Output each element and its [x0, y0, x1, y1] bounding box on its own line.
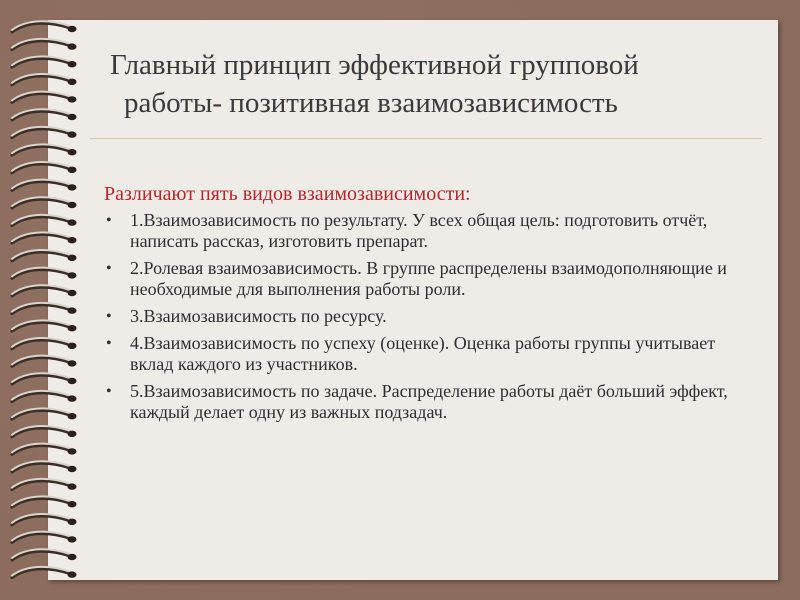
bullet-icon: •	[106, 260, 112, 277]
binding-ring	[12, 162, 77, 173]
binding-ring	[12, 356, 77, 367]
binding-ring	[12, 391, 77, 402]
list-item-text: 4.Взаимозависимость по успеху (оценке). Оценка работы группы учитывает вклад каждого из участников.	[130, 333, 716, 374]
list-item	[98, 306, 730, 327]
binding-ring	[12, 39, 77, 50]
binding-ring	[12, 408, 77, 419]
binding-ring	[12, 92, 77, 103]
binding-ring	[12, 56, 77, 67]
binding-ring	[12, 479, 77, 490]
list-item-text: 5.Взаимозависимость по задаче. Распределение работы даёт больший эффект, каждый делает одну из важных подзадач.	[130, 381, 728, 422]
binding-ring	[12, 215, 77, 226]
list-item	[98, 258, 730, 300]
bullet-icon: •	[106, 383, 112, 400]
bullet-icon: •	[106, 308, 112, 325]
binding-ring	[12, 338, 77, 349]
binding-ring	[12, 549, 77, 560]
spiral-binding-icon	[4, 14, 84, 594]
binding-ring	[12, 250, 77, 261]
binding-ring	[12, 268, 77, 279]
list-item-text: 3.Взаимозависимость по ресурсу.	[130, 306, 387, 326]
binding-ring	[12, 444, 77, 455]
slide-content	[98, 182, 758, 429]
bullet-icon: •	[106, 335, 112, 352]
binding-ring	[12, 197, 77, 208]
list-item	[98, 333, 730, 375]
list-item	[98, 210, 730, 252]
list-item-text: 1.Взаимозависимость по результату. У всех общая цель: подготовить отчёт, написать рассказ, изготовить препарат.	[130, 210, 708, 251]
bullet-list	[98, 210, 758, 423]
binding-ring	[12, 180, 77, 191]
binding-ring	[12, 232, 77, 243]
subheading: Различают пять видов взаимозависимости:	[104, 183, 471, 205]
slide-title-line-1: Главный принцип эффективной групповой	[110, 49, 639, 81]
binding-ring	[12, 567, 77, 578]
binding-ring	[12, 127, 77, 138]
bullet-icon: •	[106, 212, 112, 229]
binding-ring	[12, 303, 77, 314]
binding-ring	[12, 109, 77, 120]
title-divider	[90, 138, 762, 139]
binding-ring	[12, 320, 77, 331]
list-item	[98, 381, 730, 423]
binding-ring	[12, 144, 77, 155]
binding-ring	[12, 373, 77, 384]
binding-ring	[12, 496, 77, 507]
binding-ring	[12, 426, 77, 437]
binding-ring	[12, 74, 77, 85]
list-item-text: 2.Ролевая взаимозависимость. В группе распределены взаимодополняющие и необходимые для выполнения работы роли.	[130, 258, 727, 299]
binding-ring	[12, 21, 77, 32]
binding-ring	[12, 285, 77, 296]
binding-ring	[12, 461, 77, 472]
binding-ring	[12, 532, 77, 543]
slide-title	[108, 46, 768, 122]
binding-ring	[12, 514, 77, 525]
slide-title-line-2: работы- позитивная взаимозависимость	[124, 87, 618, 119]
